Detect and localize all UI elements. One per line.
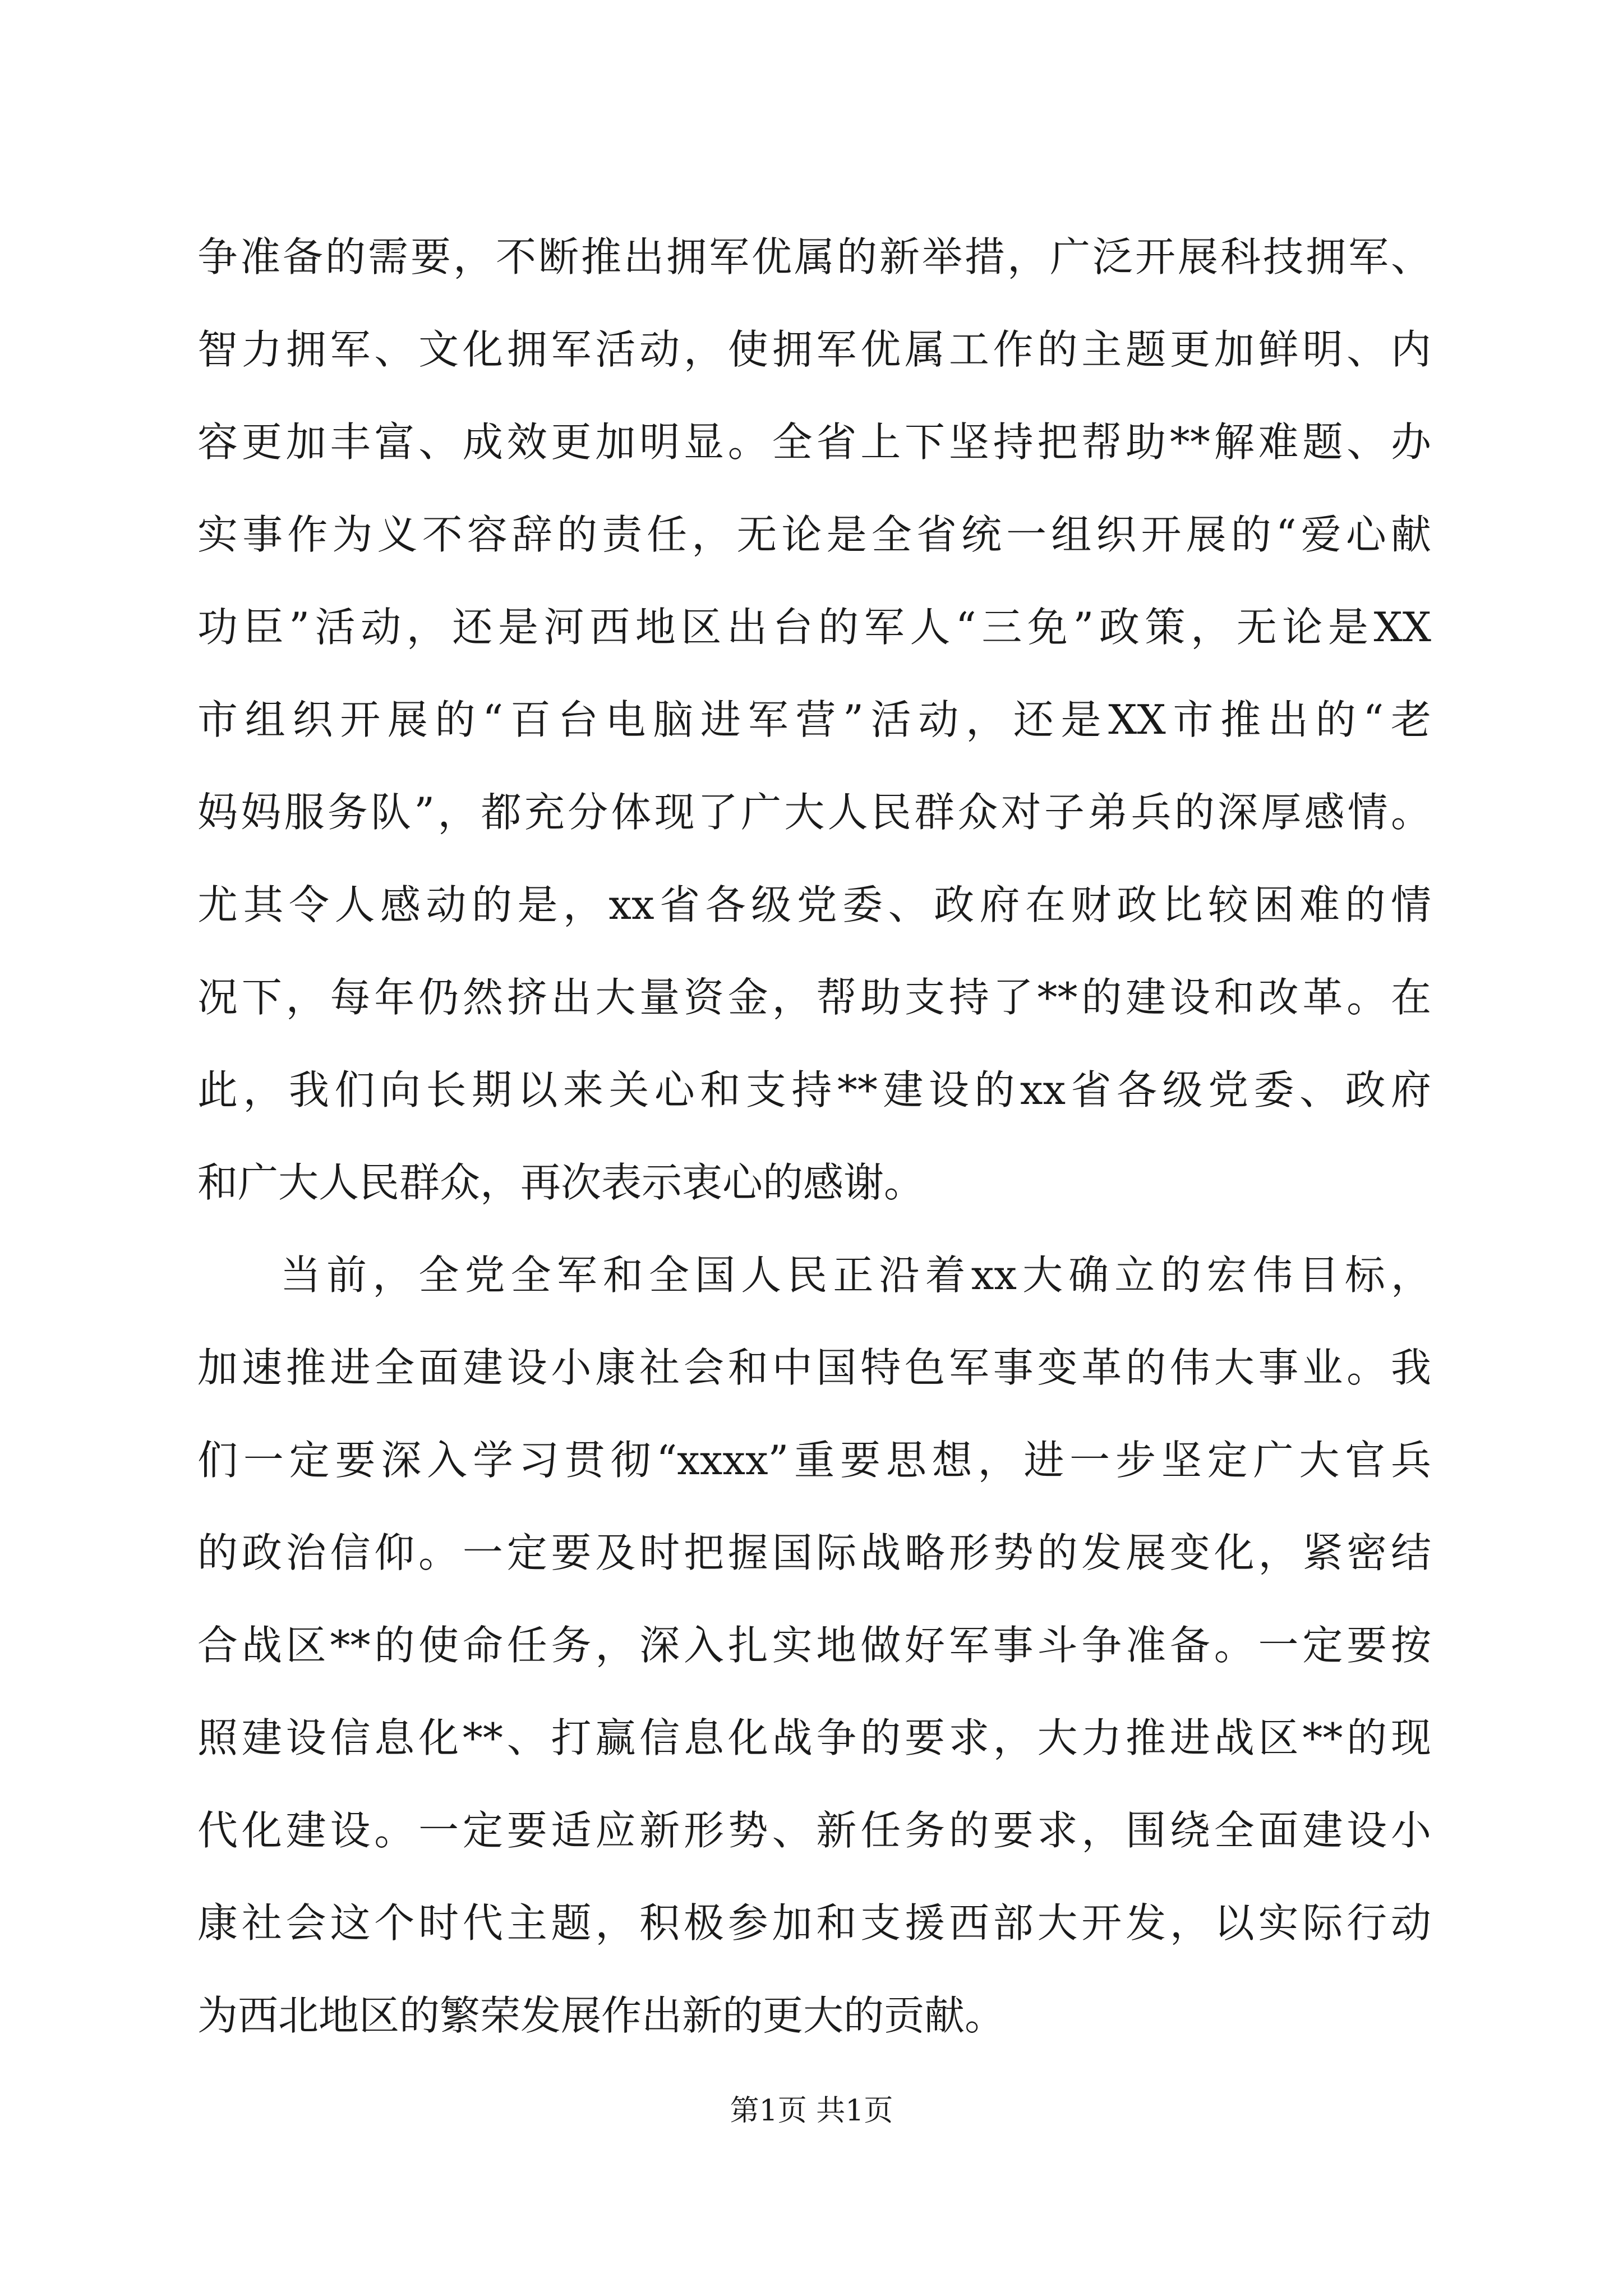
text-line: 合战区**的使命任务，深入扎实地做好军事斗争准备。一定要按: [197, 1622, 1431, 1669]
text-line-last: 为西北地区的繁荣发展作出新的更大的贡献。: [197, 1992, 1006, 2039]
paragraph-1: [197, 211, 1431, 1229]
page-footer: 第1页 共1页: [730, 2094, 893, 2128]
text-line: 市组织开展的“百台电脑进军营”活动，还是XX市推出的“老: [197, 696, 1431, 743]
text-line: 智力拥军、文化拥军活动，使拥军优属工作的主题更加鲜明、内: [197, 326, 1431, 373]
text-line: 功臣”活动，还是河西地区出台的军人“三免”政策，无论是XX: [197, 604, 1431, 651]
text-line: 代化建设。一定要适应新形势、新任务的要求，围绕全面建设小: [197, 1807, 1431, 1854]
text-line: 况下，每年仍然挤出大量资金，帮助支持了**的建设和改革。在: [197, 974, 1431, 1021]
text-line: 们一定要深入学习贯彻“xxxx”重要思想，进一步坚定广大官兵: [197, 1437, 1431, 1484]
text-line: 照建设信息化**、打赢信息化战争的要求，大力推进战区**的现: [197, 1714, 1431, 1761]
text-line-last: 和广大人民群众，再次表示衷心的感谢。: [197, 1159, 925, 1206]
text-line: 康社会这个时代主题，积极参加和支援西部大开发，以实际行动: [197, 1899, 1431, 1947]
text-line: 实事作为义不容辞的责任，无论是全省统一组织开展的“爱心献: [197, 511, 1431, 558]
text-line: 妈妈服务队”，都充分体现了广大人民群众对子弟兵的深厚感情。: [197, 789, 1431, 836]
document-body: [197, 211, 1431, 2062]
text-line: 争准备的需要，不断推出拥军优属的新举措，广泛开展科技拥军、: [197, 233, 1431, 280]
text-line: 加速推进全面建设小康社会和中国特色军事变革的伟大事业。我: [197, 1344, 1431, 1391]
text-line: 的政治信仰。一定要及时把握国际战略形势的发展变化，紧密结: [197, 1529, 1431, 1576]
text-line: 容更加丰富、成效更加明显。全省上下坚持把帮助**解难题、办: [197, 418, 1431, 466]
text-line: 此，我们向长期以来关心和支持**建设的xx省各级党委、政府: [197, 1066, 1431, 1114]
text-line-indented: 当前，全党全军和全国人民正沿着xx大确立的宏伟目标，: [280, 1251, 1431, 1299]
text-line: 尤其令人感动的是，xx省各级党委、政府在财政比较困难的情: [197, 881, 1431, 928]
paragraph-2: [197, 1229, 1431, 2062]
